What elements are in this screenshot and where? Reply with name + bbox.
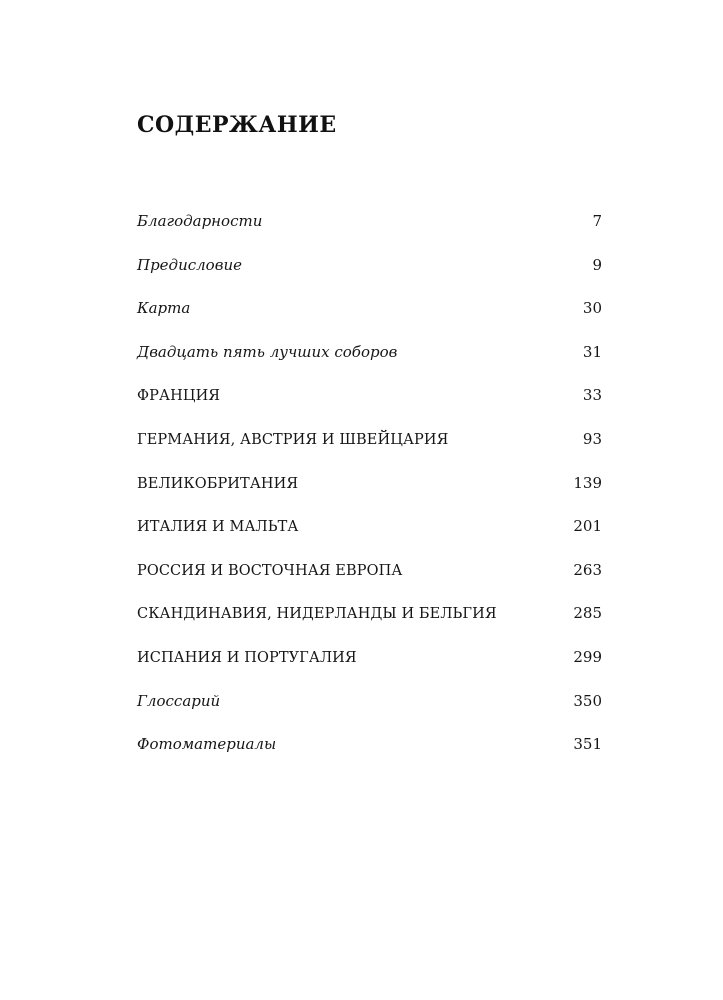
toc-entry xyxy=(137,206,602,250)
toc-entry-page: 285 xyxy=(573,604,602,623)
toc-entry xyxy=(137,555,602,599)
toc-entry-page: 139 xyxy=(573,473,602,492)
toc-entry xyxy=(137,468,602,512)
toc-entry-label: Двадцать пять лучших соборов xyxy=(137,342,398,361)
toc-entry-label: Фотоматериалы xyxy=(137,735,277,754)
toc-entry xyxy=(137,686,602,730)
toc-entry-label: Глоссарий xyxy=(137,691,221,710)
toc-entry-page: 31 xyxy=(582,342,602,361)
page-title: СОДЕРЖАНИЕ xyxy=(137,112,337,138)
toc-entry-page: 201 xyxy=(573,517,602,536)
toc-entry-page: 263 xyxy=(573,560,602,579)
toc-entry-page: 93 xyxy=(582,429,602,448)
toc-entry xyxy=(137,250,602,294)
toc-entry-label: ИСПАНИЯ И ПОРТУГАЛИЯ xyxy=(137,649,357,666)
toc-entry xyxy=(137,598,602,642)
toc-entry-label: Благодарности xyxy=(137,212,263,230)
toc-entry-label: Карта xyxy=(137,299,191,318)
toc-entry xyxy=(137,293,602,337)
toc-entry-label: ИТАЛИЯ И МАЛЬТА xyxy=(137,519,299,536)
toc-entry xyxy=(137,380,602,424)
toc-entry-label: РОССИЯ И ВОСТОЧНАЯ ЕВРОПА xyxy=(137,562,403,579)
toc-entry-page: 350 xyxy=(573,691,602,710)
toc-entry xyxy=(137,642,602,686)
toc-entry xyxy=(137,424,602,468)
toc-entry-page: 30 xyxy=(582,299,602,318)
toc-entry xyxy=(137,511,602,555)
toc-entry-label: СКАНДИНАВИЯ, НИДЕРЛАНДЫ И БЕЛЬГИЯ xyxy=(137,606,497,623)
toc-entry-label: ВЕЛИКОБРИТАНИЯ xyxy=(137,475,299,492)
toc-entry xyxy=(137,729,602,773)
toc-entry-label: Предисловие xyxy=(137,255,242,274)
toc-entry-page: 299 xyxy=(573,647,602,666)
toc-entry-page: 351 xyxy=(573,735,602,754)
toc-entry xyxy=(137,337,602,381)
table-of-contents xyxy=(137,206,602,773)
toc-entry-label: ФРАНЦИЯ xyxy=(137,388,221,405)
toc-entry-page: 9 xyxy=(592,255,602,274)
toc-entry-page: 33 xyxy=(582,386,602,405)
toc-entry-page: 7 xyxy=(592,212,602,230)
toc-entry-label: ГЕРМАНИЯ, АВСТРИЯ И ШВЕЙЦАРИЯ xyxy=(137,431,449,448)
